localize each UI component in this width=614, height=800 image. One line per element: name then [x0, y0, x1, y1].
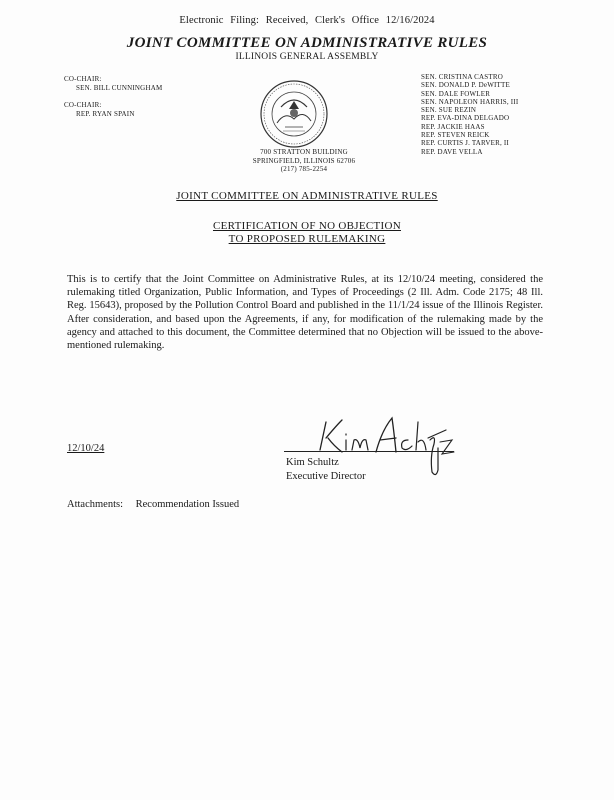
committee-heading: JOINT COMMITTEE ON ADMINISTRATIVE RULES [176, 190, 438, 202]
member-name: SEN. SUE REZIN [421, 106, 477, 115]
phone-number: (217) 785-2254 [280, 165, 328, 173]
member-name: SEN. NAPOLEON HARRIS, III [421, 97, 519, 106]
member-name: REP. JACKIE HAAS [421, 122, 485, 131]
member-name: REP. STEVEN REICK [421, 131, 490, 140]
co-chairs-block [64, 75, 224, 118]
certification-subtitle: TO PROPOSED RULEMAKING [228, 233, 386, 245]
member-name: SEN. DALE FOWLER [421, 89, 491, 98]
state-seal-icon [259, 79, 329, 149]
co-chair-name: REP. RYAN SPAIN [76, 109, 135, 118]
attachments-line [67, 499, 239, 510]
certification-title: CERTIFICATION OF NO OBJECTION [212, 220, 401, 232]
committee-address [244, 148, 364, 174]
attachments-label: Attachments: [67, 499, 123, 510]
certification-body: This is to certify that the Joint Committee on Administrative Rules, at its 12/10/24 meeting, considered the rulemaking titled Organization, Public Information, and Types of Proceedings (2 Ill. Adm. Code 2175; 48 Ill. Reg. 15643), proposed by the Pollution Control Board and published in the 11/1/24 issue of the Illinois Register. After consideration, and based upon the Agreements, if any, for modification of the rulemaking made by the agency and attached to this document, the Committee determined that no Objection will be issued to the above-mentioned rulemaking. [67, 274, 543, 352]
letterhead-subtitle: ILLINOIS GENERAL ASSEMBLY [235, 52, 379, 62]
member-name: SEN. DONALD P. DeWITTE [421, 81, 510, 90]
member-name: REP. CURTIS J. TARVER, II [421, 139, 509, 148]
committee-members-list [421, 73, 581, 156]
signer-block [286, 456, 366, 484]
member-name: REP. DAVE VELLA [421, 147, 483, 156]
member-name: SEN. CRISTINA CASTRO [421, 73, 503, 81]
co-chair-name: SEN. BILL CUNNINGHAM [76, 83, 163, 92]
address-line: SPRINGFIELD, ILLINOIS 62706 [252, 156, 356, 165]
signer-title: Executive Director [286, 471, 366, 482]
signature-line [284, 451, 454, 452]
signer-name: Kim Schultz [286, 457, 339, 468]
certification-date: 12/10/24 [67, 443, 105, 454]
co-chair-label: CO-CHAIR: [64, 75, 102, 83]
letterhead-title: JOINT COMMITTEE ON ADMINISTRATIVE RULES [126, 35, 488, 51]
attachments-value: Recommendation Issued [135, 499, 240, 510]
co-chair-label: CO-CHAIR: [64, 101, 102, 109]
member-name: REP. EVA-DINA DELGADO [421, 114, 510, 123]
filing-stamp: Electronic Filing: Received, Clerk's Office 12/16/2024 [179, 15, 435, 26]
address-line: 700 STRATTON BUILDING [260, 148, 348, 156]
